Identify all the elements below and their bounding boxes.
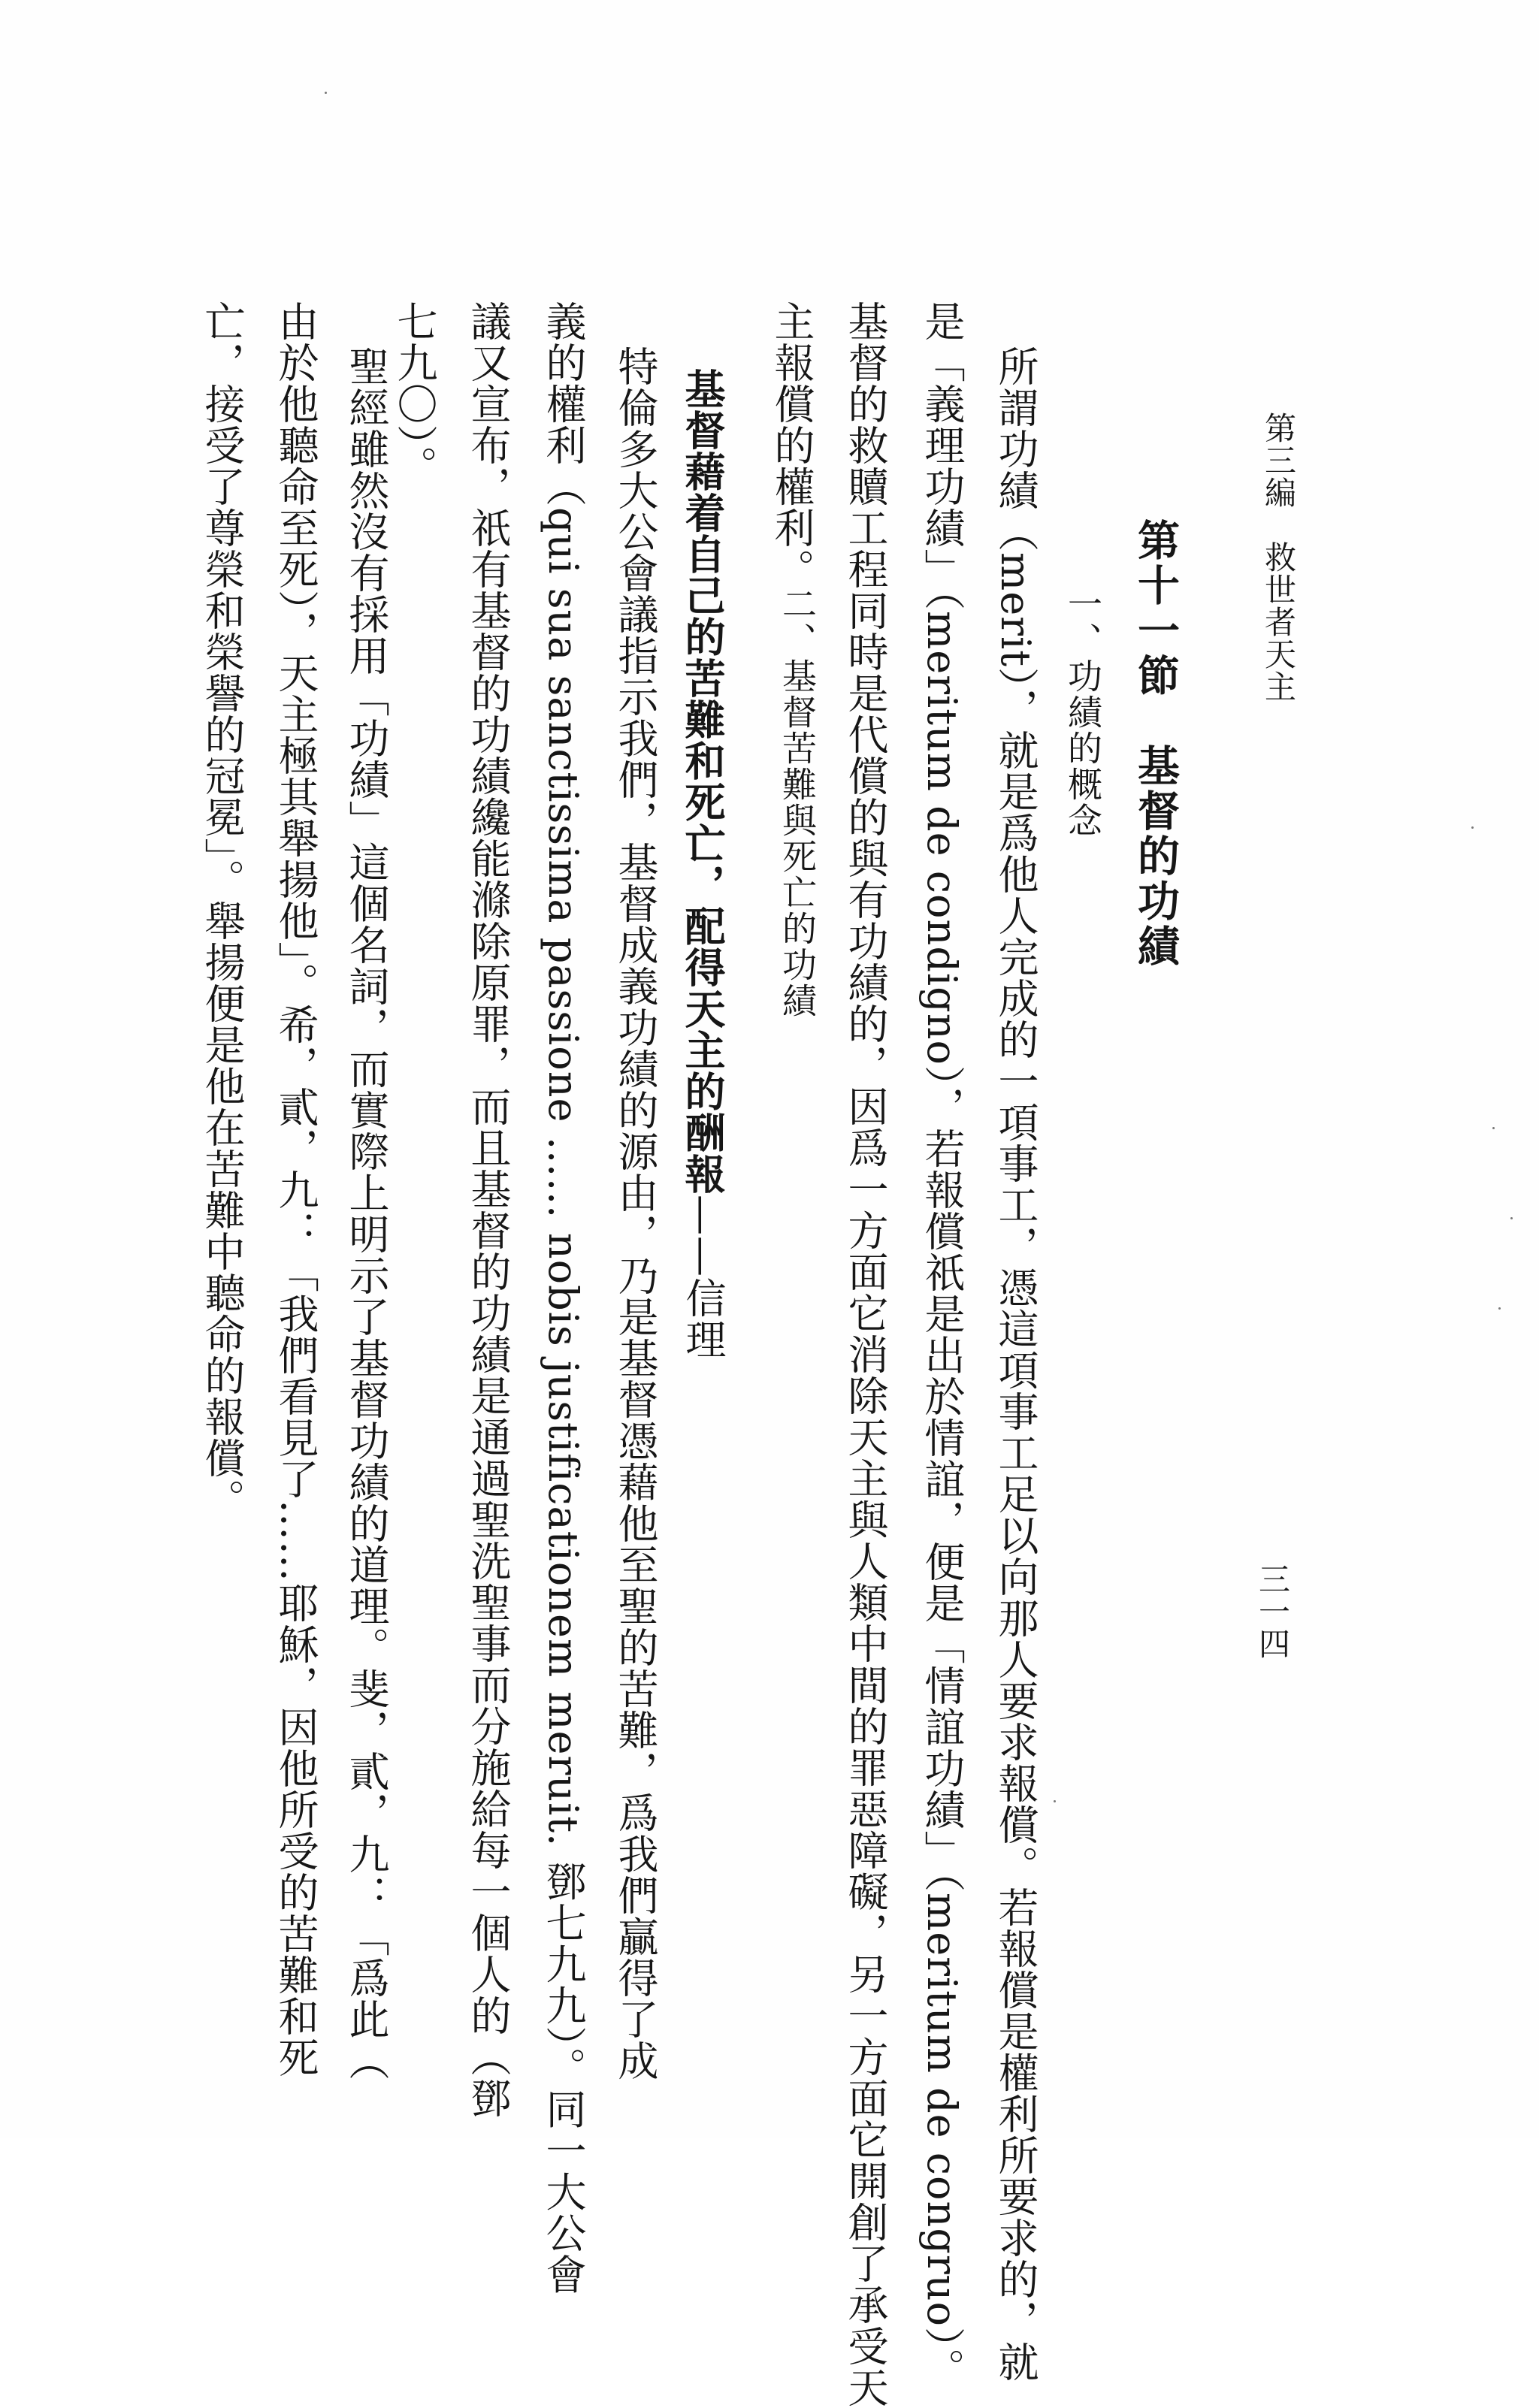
subsection-heading-1: 一、功績的概念 bbox=[1063, 586, 1103, 838]
page-number: 三一四 bbox=[1254, 1563, 1291, 1660]
para2-line-4: 七九〇）。 bbox=[391, 301, 438, 487]
scan-speck bbox=[1492, 1127, 1495, 1129]
scan-speck bbox=[1054, 1800, 1056, 1802]
thesis-note: ——信理 bbox=[679, 1195, 727, 1360]
para2-line-3: 議又宣布，祇有基督的功績纔能滌除原罪，而且基督的功績是通過聖洗聖事而分施給每一個人的（鄧 bbox=[464, 301, 512, 2119]
subsection-heading-2: 二、基督苦難與死亡的功績 bbox=[777, 586, 818, 1019]
scan-speck bbox=[325, 92, 327, 94]
para3-line-2: 由於他聽命至死），天主極其舉揚他」。希，貳，九：「我們看見了……耶穌，因他所受的苦難和死 bbox=[272, 301, 319, 2078]
scan-speck bbox=[1498, 1307, 1501, 1310]
para1-line-1: 所謂功績（merit），就是爲他人完成的一項事工，憑這項事工足以向那人要求報償。若報償是權利所要求的，就 bbox=[992, 346, 1039, 2382]
running-title: 第三編 救世者天主 bbox=[1260, 412, 1297, 702]
thesis-statement: 基督藉着自己的苦難和死亡，配得天主的酬報 bbox=[679, 368, 727, 1195]
para3-line-1: 聖經雖然沒有採用「功績」這個名詞，而實際上明示了基督功績的道理。斐，貳，九：「爲此（ bbox=[343, 346, 390, 2081]
scan-speck bbox=[1510, 1217, 1513, 1219]
scan-speck bbox=[1471, 826, 1474, 829]
section-title: 第十一節 基督的功績 bbox=[1131, 518, 1181, 969]
para1-line-3: 基督的救贖工程同時是代償的與有功績的，因爲一方面它消除天主與人類中間的罪惡障礙，另一方面它開創了承受天 bbox=[842, 301, 889, 2408]
para1-line-2: 是「義理功績」（meritum de condigno），若報償祇是出於情誼，便是「情誼功績」（meritum de congruo）。 bbox=[918, 301, 966, 2389]
para2-line-1: 特倫多大公會議指示我們，基督成義功績的源由，乃是基督憑藉他至聖的苦難，爲我們贏得了成 bbox=[612, 346, 659, 2081]
para2-line-2: 義的權利（qui sua sanctissima passione …… nobis justificationem meruit. 鄧七九九）。同一大公會 bbox=[540, 301, 587, 2295]
para3-line-3: 亡，接受了尊榮和榮譽的冠冕」。舉揚便是他在苦難中聽命的報償。 bbox=[198, 301, 246, 1520]
para1-line-4: 主報償的權利。 bbox=[768, 301, 815, 590]
thesis bbox=[679, 368, 727, 1360]
